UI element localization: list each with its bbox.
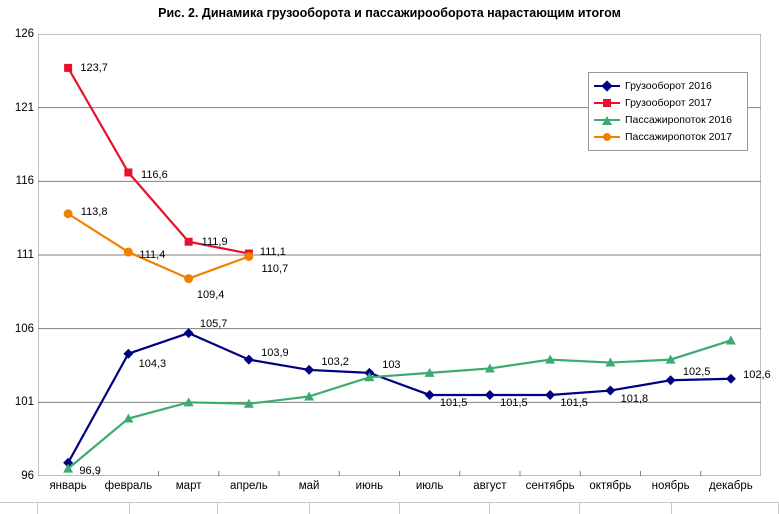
y-tick-label: 126 — [14, 28, 34, 40]
data-point — [666, 375, 676, 385]
legend-item — [594, 77, 742, 94]
data-point — [124, 168, 132, 176]
point-label: 101,5 — [500, 396, 528, 409]
point-label: 101,5 — [439, 396, 468, 409]
point-label: 104,3 — [138, 357, 167, 370]
point-label: 103,9 — [261, 346, 289, 359]
legend-marker-icon — [601, 80, 612, 91]
strip-cell — [38, 503, 130, 514]
strip-cell — [218, 503, 310, 514]
strip-cell — [400, 503, 490, 514]
strip-cell — [130, 503, 218, 514]
point-label: 103 — [382, 358, 401, 371]
x-tick-label: август — [473, 480, 507, 492]
legend-item — [594, 94, 742, 111]
x-tick-label: май — [298, 480, 320, 492]
point-label: 102,6 — [743, 368, 771, 381]
y-tick-label: 96 — [21, 470, 34, 482]
legend-marker-icon — [603, 99, 611, 107]
legend-swatch — [594, 131, 620, 143]
data-point — [244, 252, 253, 261]
strip-cell — [0, 503, 38, 514]
legend-item — [594, 111, 742, 128]
point-label: 102,5 — [682, 366, 711, 379]
data-point — [425, 390, 435, 400]
legend-marker-icon — [603, 133, 611, 141]
data-point — [64, 209, 73, 218]
legend-item — [594, 128, 742, 145]
x-tick-label: апрель — [230, 480, 268, 492]
x-tick-label: январь — [49, 480, 87, 492]
y-tick-label: 101 — [14, 396, 34, 409]
data-point — [64, 64, 72, 72]
y-tick-label: 106 — [14, 322, 34, 335]
data-point — [485, 390, 495, 400]
y-tick-label: 116 — [15, 175, 34, 188]
y-tick-label: 111 — [16, 249, 34, 261]
x-tick-label: июнь — [355, 480, 384, 492]
strip-cell — [672, 503, 779, 514]
data-point — [545, 390, 555, 400]
x-tick-label: октябрь — [589, 480, 632, 492]
point-label: 101,5 — [560, 396, 588, 409]
point-label: 103,2 — [321, 355, 349, 368]
strip-cell — [310, 503, 400, 514]
chart-title: Рис. 2. Динамика грузооборота и пассажирооборота нарастающим итогом — [158, 6, 621, 20]
point-label: 96,9 — [79, 464, 101, 477]
point-label: 101,8 — [620, 392, 649, 405]
x-tick-label: декабрь — [708, 480, 753, 492]
legend-label: Грузооборот 2016 — [625, 79, 712, 92]
point-label: 123,7 — [80, 61, 108, 74]
data-point — [304, 365, 314, 375]
data-point — [726, 335, 736, 344]
legend-marker-icon — [602, 116, 612, 125]
data-point — [123, 349, 133, 359]
legend-label: Грузооборот 2017 — [625, 96, 712, 109]
point-label: 105,7 — [199, 318, 228, 331]
strip-cell — [490, 503, 580, 514]
x-tick-label: ноябрь — [651, 480, 690, 492]
point-label: 111,1 — [259, 245, 286, 258]
legend-label: Пассажиропоток 2016 — [625, 113, 732, 126]
bottom-strip — [0, 502, 779, 514]
data-point — [184, 328, 194, 338]
y-axis — [0, 28, 34, 482]
point-label: 109,4 — [196, 288, 225, 301]
x-tick-label: март — [175, 480, 202, 492]
x-tick-label: июль — [415, 480, 444, 492]
y-tick-label: 121 — [14, 101, 34, 114]
x-axis — [38, 478, 761, 500]
legend-swatch — [594, 80, 620, 92]
legend-swatch — [594, 114, 620, 126]
data-point — [185, 238, 193, 246]
data-point — [184, 274, 193, 283]
point-label: 116,6 — [141, 169, 168, 182]
strip-cell — [580, 503, 672, 514]
chart-legend — [588, 72, 748, 151]
point-label: 113,8 — [80, 205, 108, 218]
point-label: 110,7 — [261, 263, 289, 276]
data-point — [605, 386, 615, 396]
point-label: 111,9 — [201, 235, 228, 248]
data-point — [244, 355, 254, 365]
legend-label: Пассажиропоток 2017 — [625, 130, 732, 143]
series-line — [68, 68, 249, 254]
data-point — [726, 374, 736, 384]
data-point — [124, 248, 133, 257]
point-label: 111,4 — [139, 249, 166, 262]
x-tick-label: сентябрь — [525, 480, 575, 492]
legend-swatch — [594, 97, 620, 109]
x-tick-label: февраль — [104, 480, 153, 492]
